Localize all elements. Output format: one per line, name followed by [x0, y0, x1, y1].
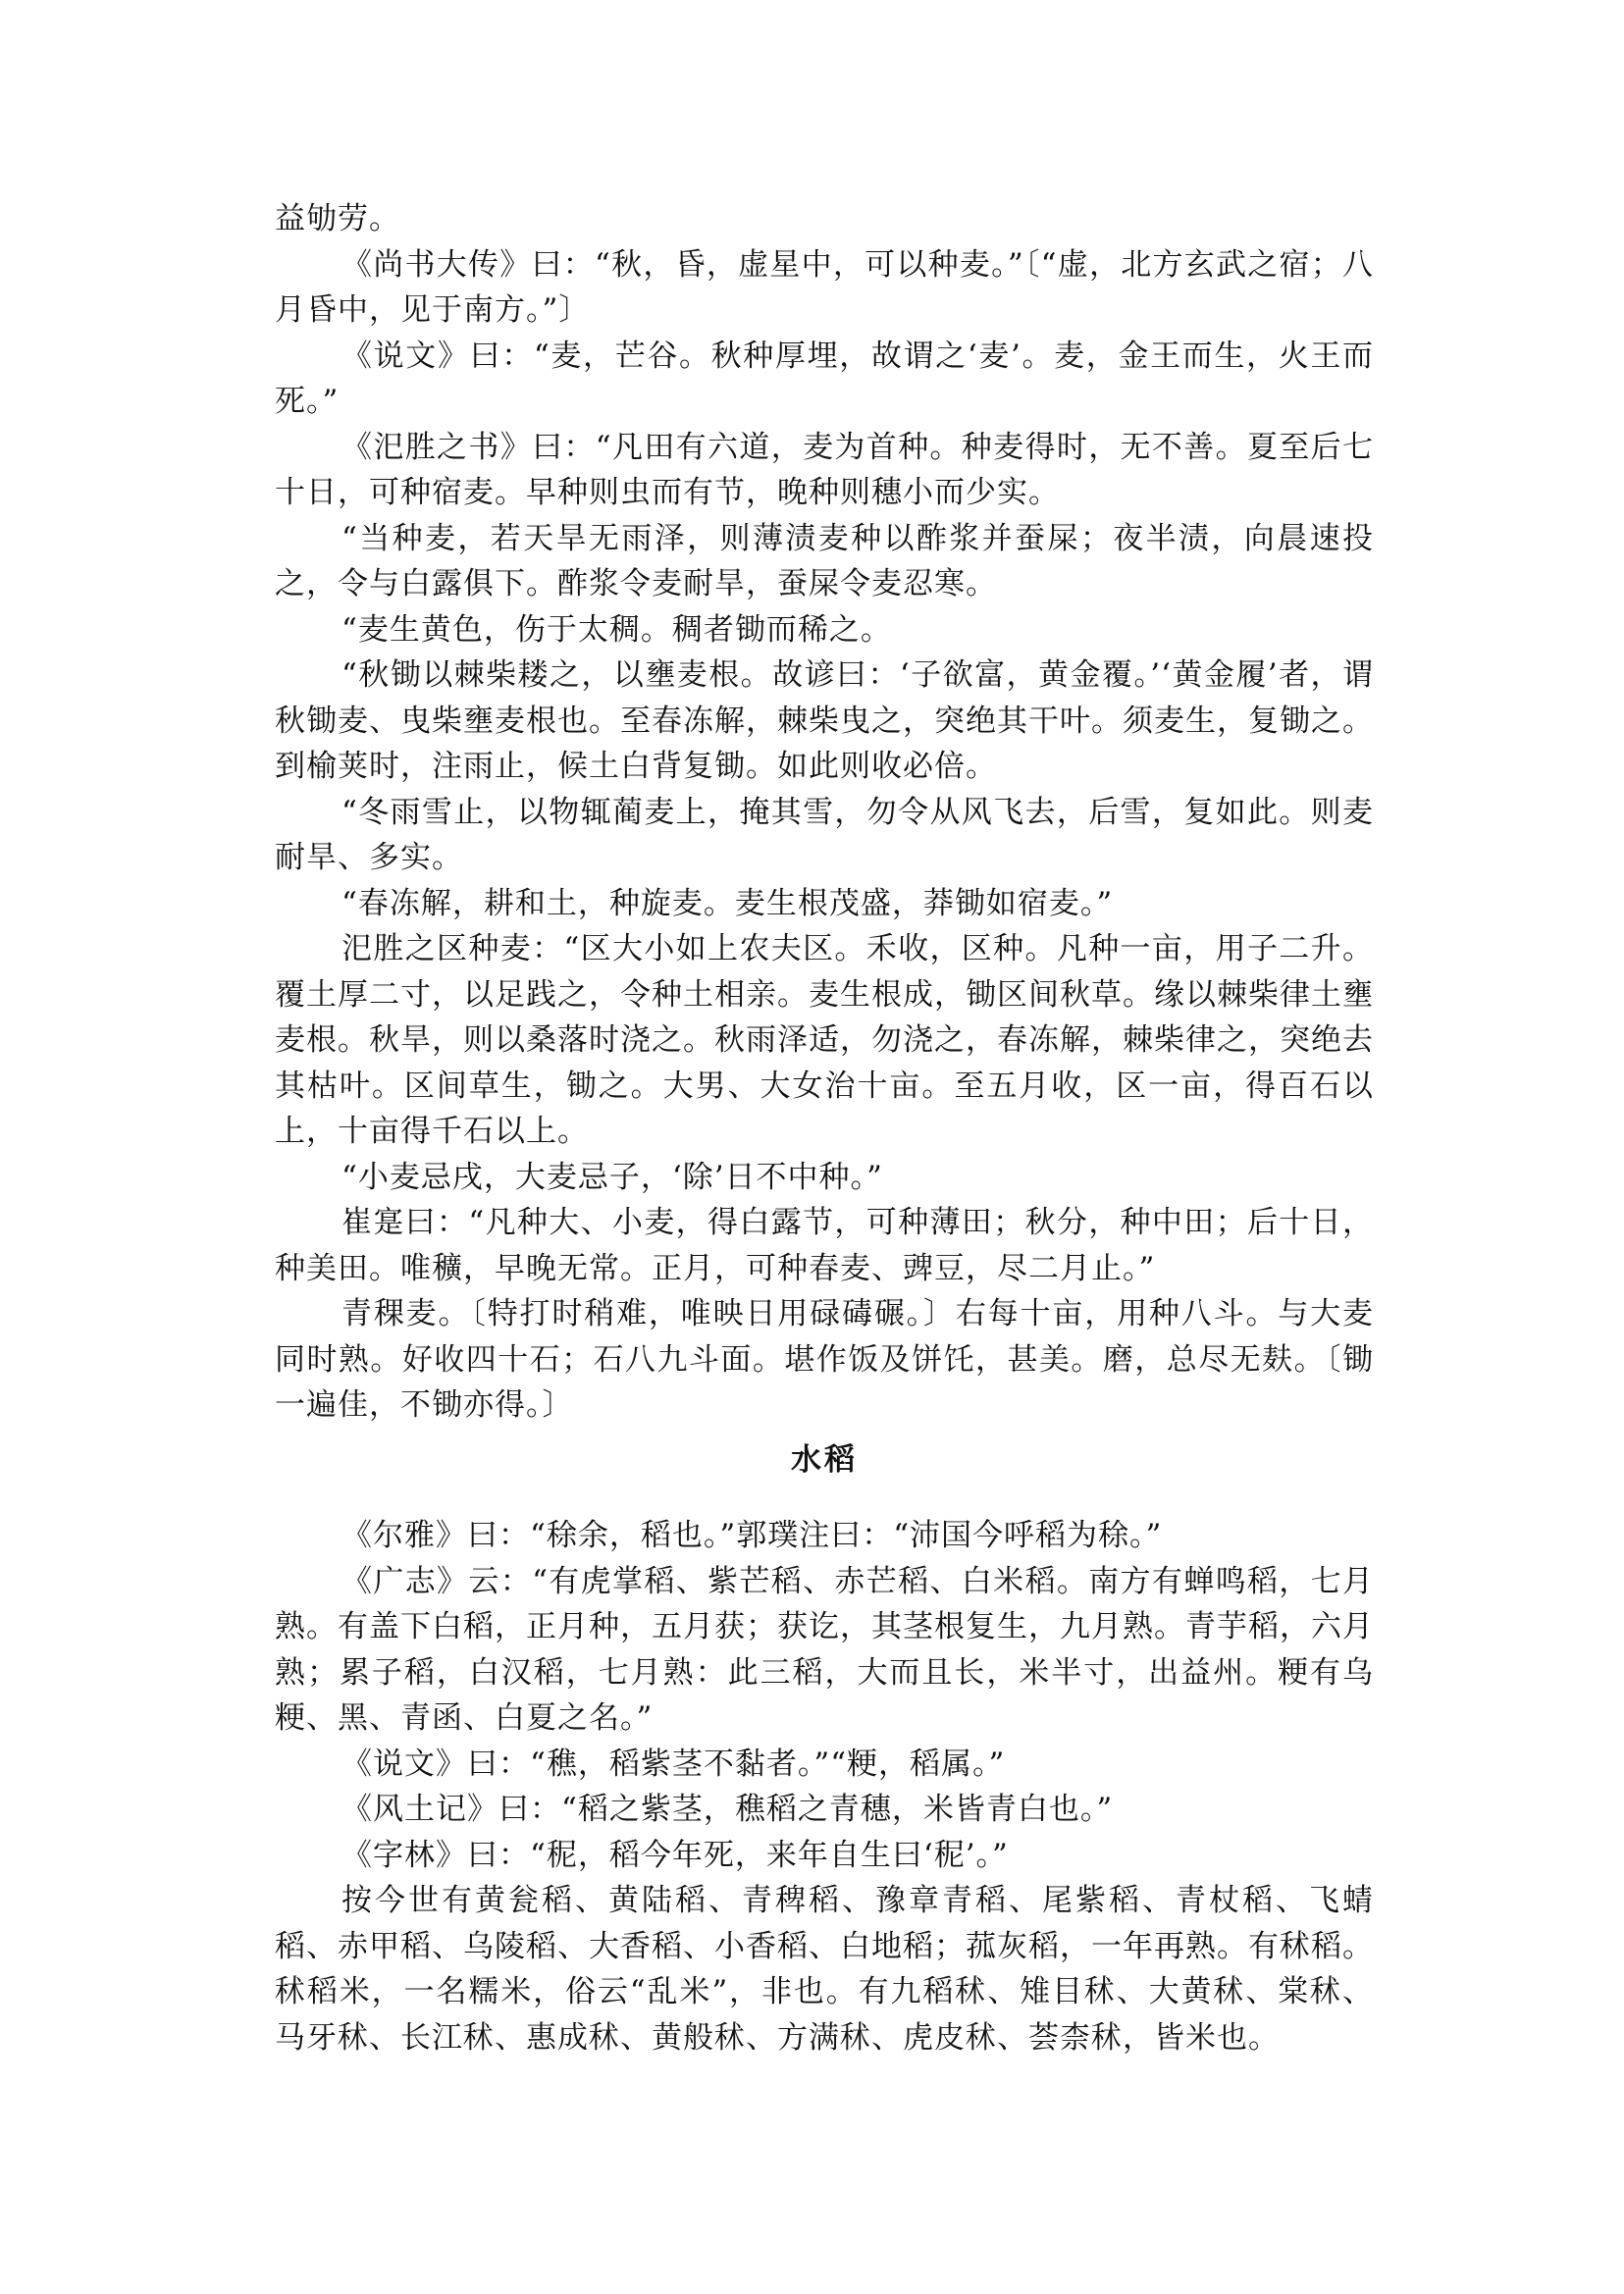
section-heading — [275, 1434, 1374, 1479]
paragraph: 《汜胜之书》曰：“凡田有六道，麦为首种。种麦得时，无不善。夏至后七十日，可种宿麦。早种则虫而有节，晚种则穗小而少实。 — [275, 429, 1374, 510]
paragraph: 《说文》曰：“麦，芒谷。秋种厚埋，故谓之‘麦’。麦，金王而生，火王而死。” — [275, 338, 1374, 419]
paragraph: 《说文》曰：“穛，稻紫茎不黏者。”“粳，稻属。” — [341, 1746, 1006, 1782]
paragraph: 《尚书大传》曰：“秋，昏，虚星中，可以种麦。”〔“虚，北方玄武之宿；八月昏中，见于南方。”〕 — [275, 246, 1374, 328]
paragraph: 汜胜之区种麦：“区大小如上农夫区。禾收，区种。凡种一亩，用子二升。覆土厚二寸，以足践之，令种土相亲。麦生根成，锄区间秋草。缘以棘柴律土壅麦根。秋旱，则以桑落时浇之。秋雨泽适，勿浇之，春冻解，棘柴律之，突绝去其枯叶。区间草生，锄之。大男、大女治十亩。至五月收，区一亩，得百石以上，十亩得千石以上。 — [275, 931, 1374, 1149]
paragraph: 青稞麦。〔特打时稍难，唯映日用碌碡碾。〕右每十亩，用种八斗。与大麦同时熟。好收四十石；石八九斗面。堪作饭及饼饦，甚美。磨，总尽无麸。〔锄一遍佳，不锄亦得。〕 — [275, 1296, 1374, 1423]
paragraph: 《风土记》曰：“稻之紫茎，穛稻之青穗，米皆青白也。” — [341, 1792, 1114, 1827]
paragraph: “秋锄以棘柴耧之，以壅麦根。故谚曰：‘子欲富，黄金覆。’‘黄金履’者，谓秋锄麦、曳柴壅麦根也。至春冻解，棘柴曳之，突绝其干叶。须麦生，复锄之。到榆荚时，注雨止，候土白背复锄。如此则收必倍。 — [275, 657, 1374, 784]
paragraph: “麦生黄色，伤于太稠。稠者锄而稀之。 — [341, 611, 892, 648]
paragraph: “冬雨雪止，以物辄蔺麦上，掩其雪，勿令从风飞去，后雪，复如此。则麦耐旱、多实。 — [275, 794, 1374, 875]
paragraph: “小麦忌戌，大麦忌子，‘除’日不中种。” — [341, 1159, 883, 1195]
paragraph: “当种麦，若天旱无雨泽，则薄渍麦种以酢浆并蚕屎；夜半渍，向晨速投之，令与白露俱下。酢浆令麦耐旱，蚕屎令麦忍寒。 — [275, 520, 1374, 601]
paragraph: 《字林》曰：“秜，稻今年死，来年自生曰‘秜’。” — [341, 1837, 1009, 1873]
paragraph: 崔寔曰：“凡种大、小麦，得白露节，可种薄田；秋分，种中田；后十日，种美田。唯穬，早晚无常。正月，可种春麦、豍豆，尽二月止。” — [275, 1205, 1374, 1286]
section-title: 水稻 — [791, 1442, 858, 1478]
paragraph: 益劬劳。 — [275, 201, 400, 236]
paragraph: 按今世有黄瓮稻、黄陆稻、青稗稻、豫章青稻、尾紫稻、青杖稻、飞蜻稻、赤甲稻、乌陵稻、大香稻、小香稻、白地稻；菰灰稻，一年再熟。有秫稻。秫稻米，一名糯米，俗云“乱米”，非也。有九稻秫、雉目秫、大黄秫、棠秫、马牙秫、长江秫、惠成秫、黄般秫、方满秫、虎皮秫、荟柰秫，皆米也。 — [275, 1883, 1374, 2056]
paragraph: “春冻解，耕和土，种旋麦。麦生根茂盛，莽锄如宿麦。” — [341, 885, 1114, 921]
section-rice-text — [275, 1513, 1374, 2060]
paragraph: 《广志》云：“有虎掌稻、紫芒稻、赤芒稻、白米稻。南方有蝉鸣稻，七月熟。有盖下白稻，正月种，五月获；获讫，其茎根复生，九月熟。青芋稻，六月熟；累子稻，白汉稻，七月熟：此三稻，大而且长，米半寸，出益州。粳有乌粳、黑、青函、白夏之名。” — [275, 1563, 1374, 1736]
paragraph: 《尔雅》曰：“稌余，稻也。”郭璞注曰：“沛国今呼稻为稌。” — [341, 1518, 1163, 1553]
section-wheat-text — [275, 196, 1374, 1429]
